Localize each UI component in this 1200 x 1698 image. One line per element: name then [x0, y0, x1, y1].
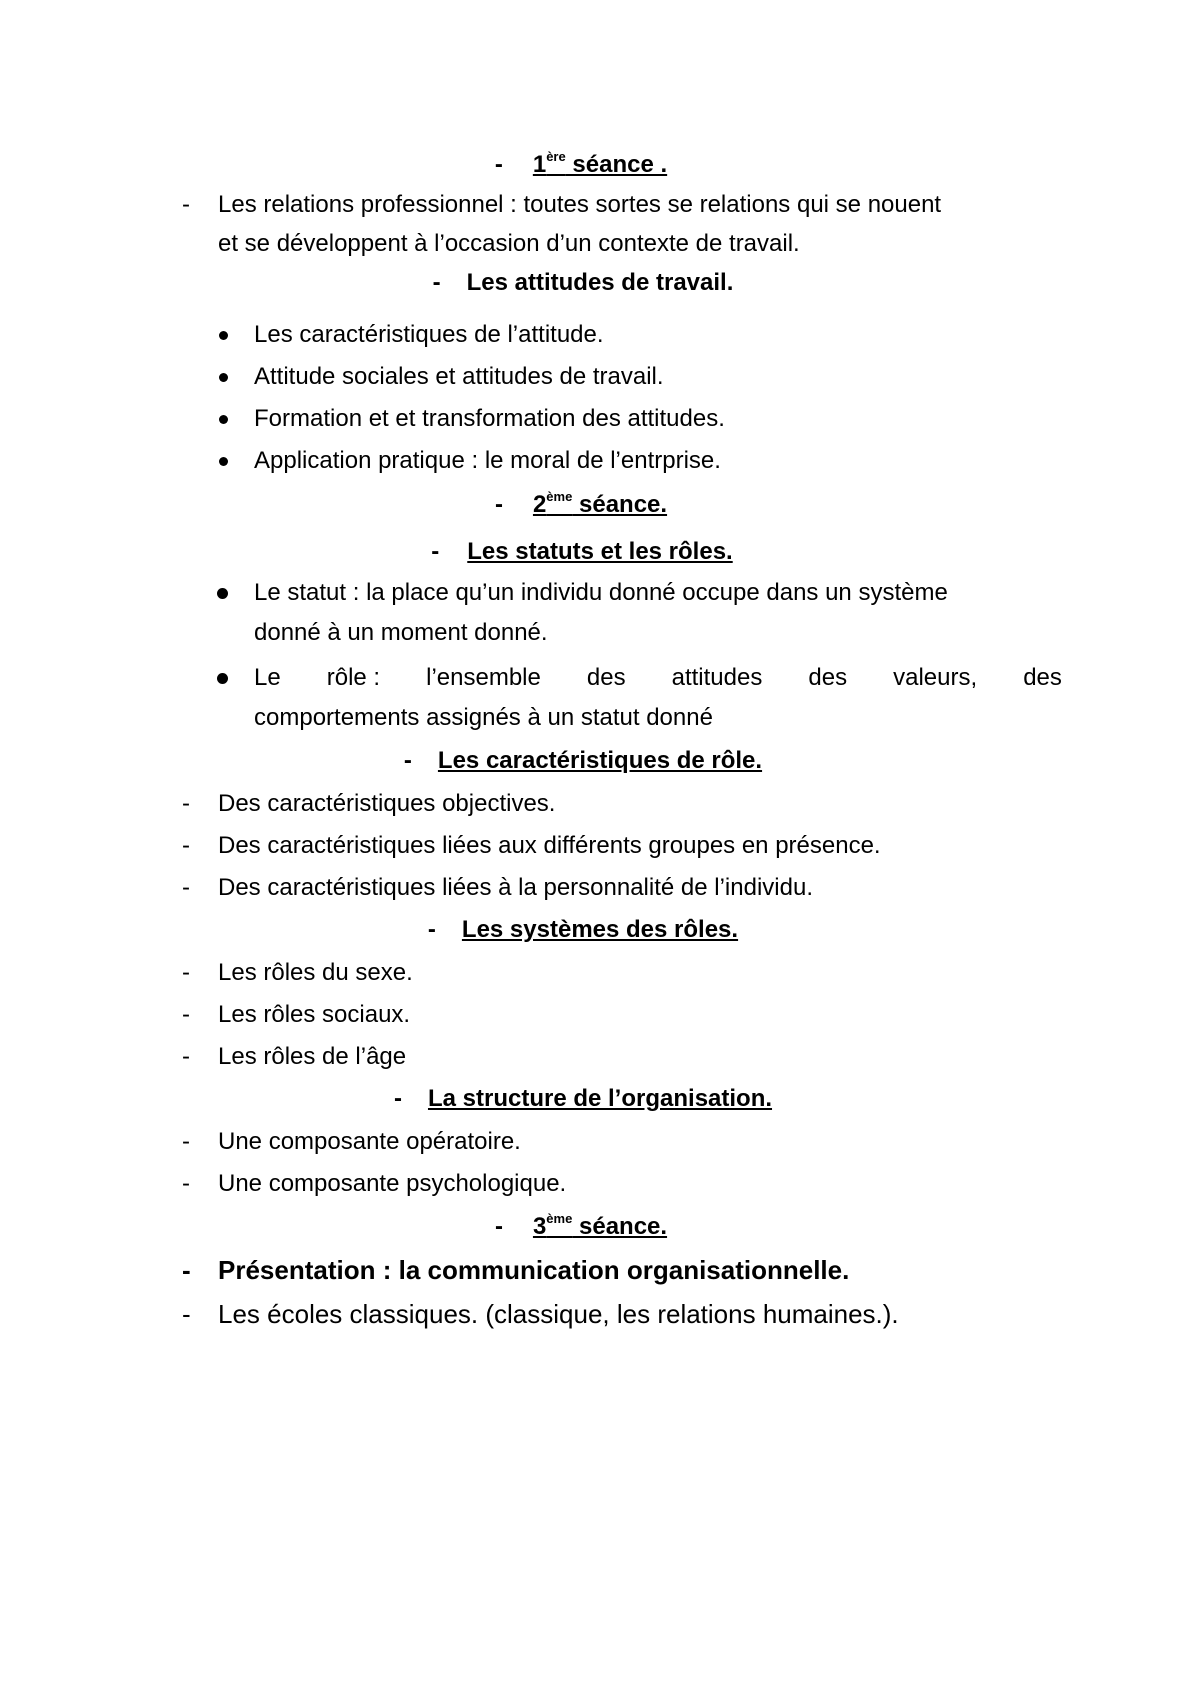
statut-text-2: donné à un moment donné.	[254, 619, 548, 646]
session-ordinal: ère	[546, 149, 566, 164]
role-word: des	[586, 664, 626, 691]
bullet-icon	[217, 588, 228, 599]
attitudes-item: Attitude sociales et attitudes de travail.	[254, 363, 664, 390]
dash: -	[182, 1170, 190, 1197]
bullet-icon	[219, 415, 228, 424]
dash: -	[182, 790, 190, 817]
dash: -	[182, 832, 190, 859]
dash: -	[432, 269, 441, 296]
dash: -	[182, 1001, 190, 1028]
heading-attitudes-text: Les attitudes de travail.	[466, 269, 734, 296]
bullet-icon	[219, 331, 228, 340]
carac-item: Des caractéristiques liées à la personnalité de l’individu.	[218, 874, 813, 901]
dash: -	[494, 1213, 503, 1240]
dash: -	[182, 1255, 191, 1285]
role-word: Le	[254, 664, 281, 691]
session-number: 3	[532, 1213, 547, 1240]
heading-carac	[0, 746, 1200, 776]
systemes-item: Les rôles sociaux.	[218, 1001, 411, 1028]
attitudes-item: Application pratique : le moral de l’entrprise.	[254, 447, 721, 474]
structure-item: Une composante psychologique.	[218, 1170, 567, 1197]
role-word: attitudes	[671, 664, 763, 691]
carac-item: Des caractéristiques objectives.	[218, 790, 556, 817]
systemes-item: Les rôles de l’âge	[218, 1043, 407, 1070]
heading-statuts-text: Les statuts et les rôles.	[467, 538, 733, 565]
systemes-item: Les rôles du sexe.	[218, 959, 413, 986]
heading-systemes	[0, 915, 1200, 945]
dash: -	[427, 916, 436, 943]
bullet-icon	[219, 457, 228, 466]
dash: -	[182, 191, 190, 218]
heading-attitudes	[0, 268, 1200, 298]
heading-statuts	[0, 537, 1200, 567]
structure-item: Une composante opératoire.	[218, 1128, 521, 1155]
session-label: séance.	[572, 1213, 668, 1240]
dash: -	[494, 151, 503, 178]
heading-carac-text: Les caractéristiques de rôle.	[437, 747, 763, 774]
heading-structure	[0, 1084, 1200, 1114]
dash: -	[393, 1085, 402, 1112]
attitudes-item: Formation et et transformation des attitudes.	[254, 405, 725, 432]
bullet-icon	[217, 673, 228, 684]
dash: -	[182, 1128, 190, 1155]
attitudes-item: Les caractéristiques de l’attitude.	[254, 321, 604, 348]
role-word: valeurs,	[893, 664, 978, 691]
dash: -	[494, 491, 503, 518]
session-number: 2	[532, 491, 547, 518]
carac-item: Des caractéristiques liées aux différents groupes en présence.	[218, 832, 881, 859]
role-word: rôle :	[326, 664, 381, 691]
session-ordinal: ème	[546, 489, 573, 504]
ecoles-text: Les écoles classiques. (classique, les relations humaines.).	[218, 1299, 899, 1329]
session-2-title	[533, 491, 667, 518]
statut-text-1: Le statut : la place qu’un individu donné occupe dans un système	[254, 579, 948, 606]
intro-text-2: et se développent à l’occasion d’un contexte de travail.	[218, 230, 800, 257]
session-ordinal: ème	[546, 1211, 573, 1226]
heading-structure-text: La structure de l’organisation.	[427, 1085, 773, 1112]
dash: -	[431, 538, 440, 565]
session-number: 1	[532, 151, 547, 178]
dash: -	[182, 1043, 190, 1070]
role-word: des	[1023, 664, 1062, 691]
session-1-title	[533, 151, 667, 178]
heading-systemes-text: Les systèmes des rôles.	[461, 916, 739, 943]
dash: -	[403, 747, 412, 774]
session-1-heading	[0, 150, 1200, 180]
session-3-heading	[0, 1212, 1200, 1242]
role-word: des	[808, 664, 848, 691]
role-word: l’ensemble	[426, 664, 541, 691]
dash: -	[182, 1299, 191, 1329]
dash: -	[182, 874, 190, 901]
presentation-text: Présentation : la communication organisationnelle.	[218, 1255, 850, 1285]
session-2-heading	[0, 490, 1200, 520]
bullet-icon	[219, 373, 228, 382]
dash: -	[182, 959, 190, 986]
intro-line-1	[182, 190, 190, 220]
intro-text-1: Les relations professionnel : toutes sortes se relations qui se nouent	[218, 191, 942, 218]
session-3-title	[533, 1213, 667, 1240]
session-label: séance .	[565, 151, 668, 178]
role-text-1	[254, 663, 1062, 693]
role-text-2: comportements assignés à un statut donné	[254, 704, 713, 731]
session-label: séance.	[572, 491, 668, 518]
